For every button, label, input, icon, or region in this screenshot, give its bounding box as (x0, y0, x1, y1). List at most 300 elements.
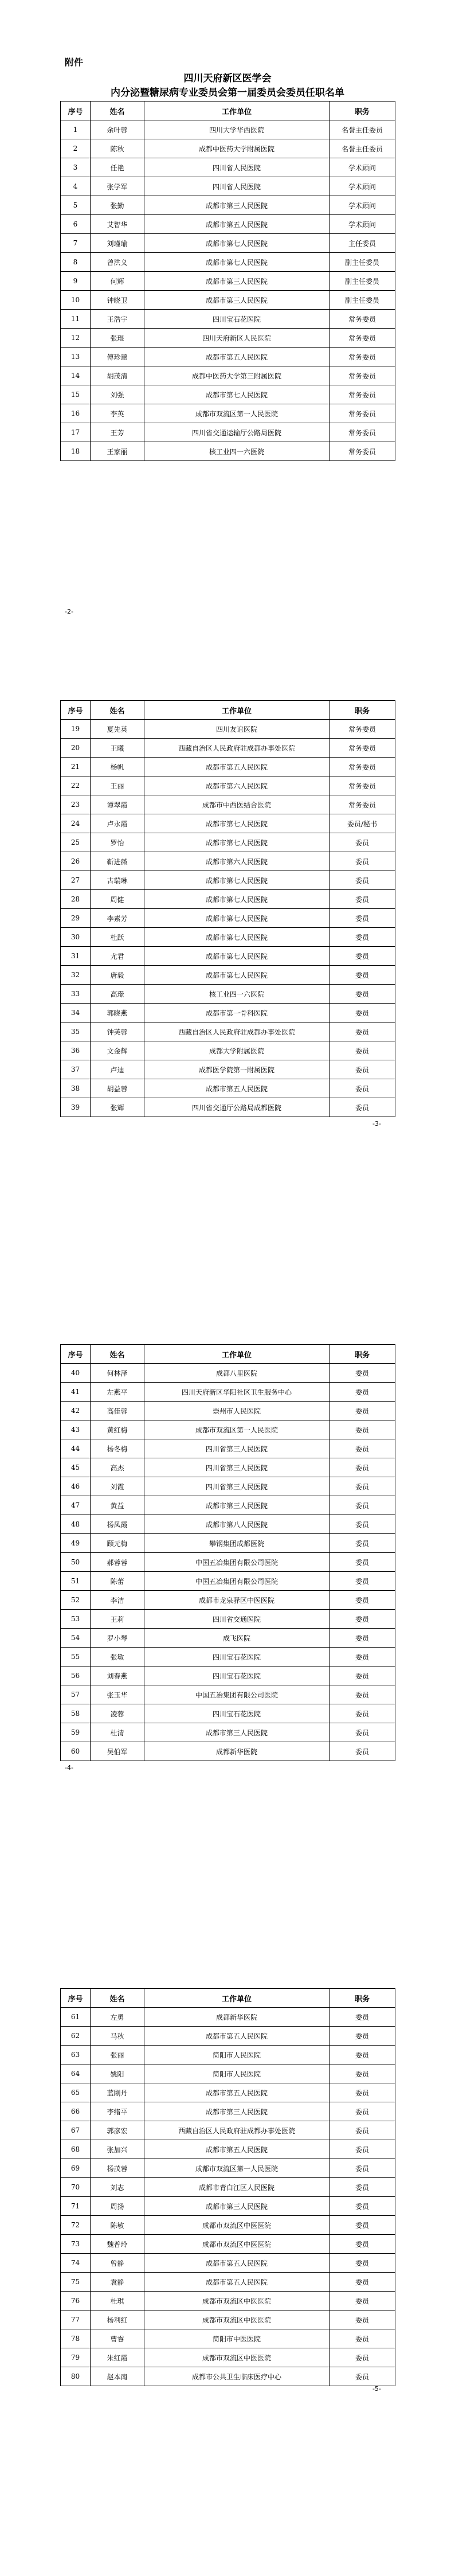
cell-position: 常务委员 (330, 404, 395, 423)
cell-position: 委员 (330, 1685, 395, 1704)
cell-workplace: 成都中医药大学第三附属医院 (144, 366, 330, 385)
table-row (61, 814, 395, 833)
table-header-row (61, 102, 395, 120)
table-row (61, 776, 395, 795)
cell-workplace: 四川天府新区人民医院 (144, 329, 330, 348)
cell-position: 委员 (330, 1572, 395, 1591)
cell-number: 39 (61, 1098, 91, 1117)
cell-number: 44 (61, 1439, 91, 1458)
cell-number: 31 (61, 947, 91, 966)
cell-number: 25 (61, 833, 91, 852)
cell-name: 夏先英 (91, 720, 144, 739)
cell-position: 委员 (330, 2273, 395, 2292)
table-row (61, 795, 395, 814)
cell-position: 委员 (330, 2292, 395, 2310)
cell-name: 杜琪 (91, 2292, 144, 2310)
table-row (61, 2329, 395, 2348)
cell-number: 7 (61, 234, 91, 253)
cell-name: 马秋 (91, 2027, 144, 2046)
table-row (61, 329, 395, 348)
cell-name: 高璟 (91, 985, 144, 1004)
cell-position: 委员 (330, 1496, 395, 1515)
table-row (61, 852, 395, 871)
page-number: -4- (65, 1764, 73, 1771)
cell-number: 64 (61, 2064, 91, 2083)
cell-position: 常务委员 (330, 758, 395, 776)
cell-position: 副主任委员 (330, 272, 395, 291)
cell-workplace: 成都市第七人民医院 (144, 909, 330, 928)
cell-position: 委员 (330, 1553, 395, 1572)
cell-number: 66 (61, 2102, 91, 2121)
table-row (61, 1742, 395, 1761)
table-row (61, 2310, 395, 2329)
cell-workplace: 成都市青白江区人民医院 (144, 2178, 330, 2197)
cell-number: 18 (61, 442, 91, 461)
cell-workplace: 西藏自治区人民政府驻成都办事处医院 (144, 739, 330, 758)
cell-number: 29 (61, 909, 91, 928)
cell-name: 杜跃 (91, 928, 144, 947)
cell-position: 委员 (330, 1515, 395, 1534)
cell-number: 17 (61, 423, 91, 442)
cell-number: 72 (61, 2216, 91, 2235)
cell-name: 张玉华 (91, 1685, 144, 1704)
cell-position: 名誉主任委员 (330, 120, 395, 139)
cell-workplace: 成都医学院第一附属医院 (144, 1060, 330, 1079)
cell-workplace: 四川省交通运输厅公路局医院 (144, 423, 330, 442)
table-row (61, 2008, 395, 2027)
cell-number: 62 (61, 2027, 91, 2046)
cell-name: 曾静 (91, 2254, 144, 2273)
cell-number: 11 (61, 310, 91, 329)
table-row (61, 272, 395, 291)
document-subtitle: 内分泌暨糖尿病专业委员会第一届委员会委员任职名单 (111, 87, 344, 99)
cell-workplace: 四川省人民医院 (144, 177, 330, 196)
cell-name: 杨茂蓉 (91, 2159, 144, 2178)
cell-name: 郝蓉蓉 (91, 1553, 144, 1572)
cell-number: 43 (61, 1420, 91, 1439)
cell-number: 21 (61, 758, 91, 776)
col-header-position: 职务 (330, 701, 395, 720)
table-row (61, 404, 395, 423)
col-header-workplace: 工作单位 (144, 701, 330, 720)
cell-number: 30 (61, 928, 91, 947)
cell-name: 古瑞琳 (91, 871, 144, 890)
cell-position: 委员 (330, 1004, 395, 1022)
cell-position: 委员 (330, 833, 395, 852)
table-row (61, 1648, 395, 1666)
cell-workplace: 四川宝石花医院 (144, 1648, 330, 1666)
cell-name: 王家丽 (91, 442, 144, 461)
cell-name: 卢迪 (91, 1060, 144, 1079)
cell-number: 8 (61, 253, 91, 272)
cell-position: 委员 (330, 2159, 395, 2178)
cell-workplace: 四川省第三人民医院 (144, 1439, 330, 1458)
cell-workplace: 四川省人民医院 (144, 158, 330, 177)
cell-position: 委员 (330, 947, 395, 966)
cell-number: 42 (61, 1402, 91, 1420)
cell-position: 常务委员 (330, 442, 395, 461)
table-row (61, 1439, 395, 1458)
cell-number: 14 (61, 366, 91, 385)
cell-workplace: 成都市第五人民医院 (144, 2273, 330, 2292)
cell-workplace: 成都市双流区中医医院 (144, 2310, 330, 2329)
cell-workplace: 四川宝石花医院 (144, 1666, 330, 1685)
cell-workplace: 成都市第七人民医院 (144, 833, 330, 852)
cell-position: 委员 (330, 1610, 395, 1629)
table-row (61, 385, 395, 404)
cell-number: 79 (61, 2348, 91, 2367)
cell-number: 78 (61, 2329, 91, 2348)
cell-position: 委员 (330, 1079, 395, 1098)
cell-name: 袁静 (91, 2273, 144, 2292)
cell-position: 委员 (330, 2102, 395, 2121)
cell-number: 50 (61, 1553, 91, 1572)
table-row (61, 158, 395, 177)
cell-position: 委员 (330, 2310, 395, 2329)
cell-name: 杨帆 (91, 758, 144, 776)
cell-name: 王莉 (91, 1610, 144, 1629)
cell-position: 委员 (330, 2329, 395, 2348)
member-table-page-4 (60, 1988, 395, 2386)
cell-number: 69 (61, 2159, 91, 2178)
cell-workplace: 成都新华医院 (144, 1742, 330, 1761)
table-row (61, 1610, 395, 1629)
table-row (61, 2292, 395, 2310)
cell-workplace: 成都市第五人民医院 (144, 2027, 330, 2046)
cell-number: 73 (61, 2235, 91, 2254)
cell-number: 37 (61, 1060, 91, 1079)
table-row (61, 1060, 395, 1079)
cell-workplace: 成都市第七人民医院 (144, 966, 330, 985)
table-row (61, 2235, 395, 2254)
cell-name: 魏普玲 (91, 2235, 144, 2254)
table-row (61, 1629, 395, 1648)
col-header-position: 职务 (330, 1989, 395, 2008)
cell-position: 委员 (330, 1060, 395, 1079)
col-header-workplace: 工作单位 (144, 1345, 330, 1364)
table-header-row (61, 701, 395, 720)
cell-number: 35 (61, 1022, 91, 1041)
cell-position: 委员 (330, 1364, 395, 1383)
cell-name: 李洁 (91, 1591, 144, 1610)
table-row (61, 758, 395, 776)
table-row (61, 871, 395, 890)
col-header-number: 序号 (61, 1989, 91, 2008)
cell-workplace: 成都市公共卫生临床医疗中心 (144, 2367, 330, 2386)
cell-number: 4 (61, 177, 91, 196)
table-row (61, 215, 395, 234)
cell-position: 委员 (330, 2367, 395, 2386)
cell-name: 李素芳 (91, 909, 144, 928)
col-header-position: 职务 (330, 1345, 395, 1364)
table-row (61, 1572, 395, 1591)
cell-number: 20 (61, 739, 91, 758)
cell-number: 47 (61, 1496, 91, 1515)
table-row (61, 1420, 395, 1439)
cell-number: 19 (61, 720, 91, 739)
cell-position: 学术顾问 (330, 196, 395, 215)
cell-position: 常务委员 (330, 348, 395, 366)
cell-name: 钟晓卫 (91, 291, 144, 310)
cell-position: 委员 (330, 1477, 395, 1496)
cell-workplace: 成飞医院 (144, 1629, 330, 1648)
cell-workplace: 成都市第七人民医院 (144, 890, 330, 909)
cell-name: 靳进薇 (91, 852, 144, 871)
cell-position: 委员 (330, 2348, 395, 2367)
cell-workplace: 四川省交通厅公路局成都医院 (144, 1098, 330, 1117)
cell-position: 学术顾问 (330, 177, 395, 196)
cell-position: 委员 (330, 1629, 395, 1648)
cell-name: 唐毅 (91, 966, 144, 985)
table-row (61, 177, 395, 196)
cell-position: 常务委员 (330, 739, 395, 758)
cell-workplace: 简阳市人民医院 (144, 2046, 330, 2064)
cell-number: 58 (61, 1704, 91, 1723)
cell-workplace: 四川宝石花医院 (144, 310, 330, 329)
cell-position: 常务委员 (330, 366, 395, 385)
cell-position: 常务委员 (330, 385, 395, 404)
cell-name: 高杰 (91, 1458, 144, 1477)
cell-position: 委员 (330, 2027, 395, 2046)
cell-name: 傅珍蕙 (91, 348, 144, 366)
table-row (61, 2121, 395, 2140)
cell-name: 周健 (91, 890, 144, 909)
cell-name: 文金辉 (91, 1041, 144, 1060)
table-row (61, 2348, 395, 2367)
cell-workplace: 成都市中西医结合医院 (144, 795, 330, 814)
table-row (61, 1098, 395, 1117)
cell-position: 常务委员 (330, 795, 395, 814)
table-row (61, 890, 395, 909)
cell-name: 张敏 (91, 1648, 144, 1666)
cell-number: 76 (61, 2292, 91, 2310)
cell-number: 53 (61, 1610, 91, 1629)
cell-name: 吴伯军 (91, 1742, 144, 1761)
table-row (61, 2367, 395, 2386)
cell-number: 9 (61, 272, 91, 291)
cell-number: 38 (61, 1079, 91, 1098)
table-row (61, 947, 395, 966)
table-row (61, 2216, 395, 2235)
cell-number: 55 (61, 1648, 91, 1666)
table-row (61, 833, 395, 852)
cell-name: 李绪平 (91, 2102, 144, 2121)
table-row (61, 348, 395, 366)
cell-position: 委员 (330, 2046, 395, 2064)
cell-workplace: 成都市第五人民医院 (144, 1079, 330, 1098)
cell-number: 26 (61, 852, 91, 871)
table-row (61, 1685, 395, 1704)
cell-number: 61 (61, 2008, 91, 2027)
col-header-number: 序号 (61, 1345, 91, 1364)
cell-name: 张加兴 (91, 2140, 144, 2159)
cell-workplace: 成都八里医院 (144, 1364, 330, 1383)
cell-workplace: 四川友谊医院 (144, 720, 330, 739)
cell-position: 委员 (330, 1458, 395, 1477)
cell-position: 名誉主任委员 (330, 139, 395, 158)
cell-workplace: 成都大学附属医院 (144, 1041, 330, 1060)
cell-position: 委员 (330, 852, 395, 871)
table-row (61, 253, 395, 272)
cell-number: 77 (61, 2310, 91, 2329)
cell-workplace: 成都市第三人民医院 (144, 1723, 330, 1742)
cell-number: 51 (61, 1572, 91, 1591)
cell-name: 刘强 (91, 385, 144, 404)
cell-name: 陈敏 (91, 2216, 144, 2235)
member-table-page-2 (60, 700, 395, 1117)
cell-position: 委员 (330, 1022, 395, 1041)
cell-name: 蓝刚丹 (91, 2083, 144, 2102)
cell-number: 33 (61, 985, 91, 1004)
col-header-number: 序号 (61, 701, 91, 720)
cell-position: 委员 (330, 2121, 395, 2140)
cell-position: 委员 (330, 1420, 395, 1439)
table-row (61, 739, 395, 758)
cell-position: 委员 (330, 2235, 395, 2254)
cell-name: 黄益 (91, 1496, 144, 1515)
cell-number: 40 (61, 1364, 91, 1383)
cell-workplace: 成都新华医院 (144, 2008, 330, 2027)
cell-workplace: 成都市双流区中医医院 (144, 2235, 330, 2254)
cell-name: 卢永霞 (91, 814, 144, 833)
cell-number: 74 (61, 2254, 91, 2273)
cell-position: 委员 (330, 1648, 395, 1666)
cell-name: 罗小琴 (91, 1629, 144, 1648)
cell-number: 10 (61, 291, 91, 310)
cell-workplace: 成都市第五人民医院 (144, 2254, 330, 2273)
cell-position: 委员 (330, 1383, 395, 1402)
cell-workplace: 成都市第三人民医院 (144, 1496, 330, 1515)
cell-position: 委员 (330, 928, 395, 947)
table-row (61, 1364, 395, 1383)
cell-number: 71 (61, 2197, 91, 2216)
cell-name: 杨冬梅 (91, 1439, 144, 1458)
cell-number: 28 (61, 890, 91, 909)
cell-number: 67 (61, 2121, 91, 2140)
cell-number: 36 (61, 1041, 91, 1060)
document-page-3 (0, 1288, 455, 1932)
cell-number: 49 (61, 1534, 91, 1553)
cell-name: 朱红霞 (91, 2348, 144, 2367)
cell-name: 罗怡 (91, 833, 144, 852)
cell-workplace: 成都市第三人民医院 (144, 272, 330, 291)
cell-name: 张学军 (91, 177, 144, 196)
document-page-1 (0, 0, 455, 644)
table-row (61, 1723, 395, 1742)
col-header-position: 职务 (330, 102, 395, 120)
cell-number: 24 (61, 814, 91, 833)
cell-position: 委员 (330, 966, 395, 985)
cell-workplace: 成都市第五人民医院 (144, 758, 330, 776)
member-table-page-3 (60, 1344, 395, 1761)
cell-number: 2 (61, 139, 91, 158)
cell-position: 委员 (330, 1534, 395, 1553)
cell-workplace: 简阳市人民医院 (144, 2064, 330, 2083)
cell-name: 张丽 (91, 2046, 144, 2064)
cell-position: 委员 (330, 1742, 395, 1761)
table-row (61, 120, 395, 139)
cell-name: 郭晓燕 (91, 1004, 144, 1022)
cell-position: 委员 (330, 985, 395, 1004)
cell-number: 41 (61, 1383, 91, 1402)
cell-workplace: 成都市第七人民医院 (144, 385, 330, 404)
cell-name: 刘霞 (91, 1477, 144, 1496)
cell-position: 常务委员 (330, 720, 395, 739)
cell-number: 45 (61, 1458, 91, 1477)
cell-name: 刘瑾瑜 (91, 234, 144, 253)
cell-number: 56 (61, 1666, 91, 1685)
cell-workplace: 西藏自治区人民政府驻成都办事处医院 (144, 2121, 330, 2140)
cell-name: 谭翠霞 (91, 795, 144, 814)
cell-position: 委员 (330, 1666, 395, 1685)
cell-name: 任艳 (91, 158, 144, 177)
table-row (61, 2140, 395, 2159)
cell-workplace: 中国五冶集团有限公司医院 (144, 1553, 330, 1572)
table-row (61, 2159, 395, 2178)
table-row (61, 2254, 395, 2273)
cell-workplace: 核工业四一六医院 (144, 985, 330, 1004)
table-row (61, 291, 395, 310)
table-row (61, 1704, 395, 1723)
cell-number: 46 (61, 1477, 91, 1496)
cell-position: 学术顾问 (330, 158, 395, 177)
cell-name: 陈蕾 (91, 1572, 144, 1591)
table-row (61, 1383, 395, 1402)
cell-name: 何辉 (91, 272, 144, 291)
table-row (61, 2027, 395, 2046)
cell-workplace: 成都市第七人民医院 (144, 234, 330, 253)
table-row (61, 442, 395, 461)
cell-workplace: 成都市第八人民医院 (144, 1515, 330, 1534)
cell-position: 委员 (330, 1704, 395, 1723)
cell-number: 12 (61, 329, 91, 348)
cell-name: 王芳 (91, 423, 144, 442)
cell-position: 主任委员 (330, 234, 395, 253)
document-page-2 (0, 644, 455, 1288)
cell-number: 27 (61, 871, 91, 890)
cell-name: 胡茂清 (91, 366, 144, 385)
cell-workplace: 成都市第七人民医院 (144, 947, 330, 966)
cell-name: 姚阳 (91, 2064, 144, 2083)
table-row (61, 1041, 395, 1060)
cell-name: 张琨 (91, 329, 144, 348)
cell-position: 副主任委员 (330, 291, 395, 310)
cell-number: 52 (61, 1591, 91, 1610)
cell-workplace: 成都市第一骨科医院 (144, 1004, 330, 1022)
table-row (61, 1666, 395, 1685)
col-header-name: 姓名 (91, 701, 144, 720)
cell-name: 左燕平 (91, 1383, 144, 1402)
table-row (61, 1022, 395, 1041)
attachment-label: 附件 (65, 57, 84, 68)
cell-position: 委员 (330, 890, 395, 909)
cell-name: 杨利红 (91, 2310, 144, 2329)
cell-workplace: 成都市第三人民医院 (144, 2102, 330, 2121)
cell-workplace: 成都市双流区中医医院 (144, 2216, 330, 2235)
cell-workplace: 四川省第三人民医院 (144, 1458, 330, 1477)
cell-workplace: 成都市第五人民医院 (144, 215, 330, 234)
cell-position: 委员 (330, 1402, 395, 1420)
cell-workplace: 成都市第七人民医院 (144, 814, 330, 833)
cell-number: 65 (61, 2083, 91, 2102)
cell-position: 委员 (330, 2178, 395, 2197)
cell-position: 委员 (330, 871, 395, 890)
cell-position: 常务委员 (330, 310, 395, 329)
cell-name: 黄红梅 (91, 1420, 144, 1439)
cell-name: 余叶蓉 (91, 120, 144, 139)
table-row (61, 234, 395, 253)
table-row (61, 1496, 395, 1515)
